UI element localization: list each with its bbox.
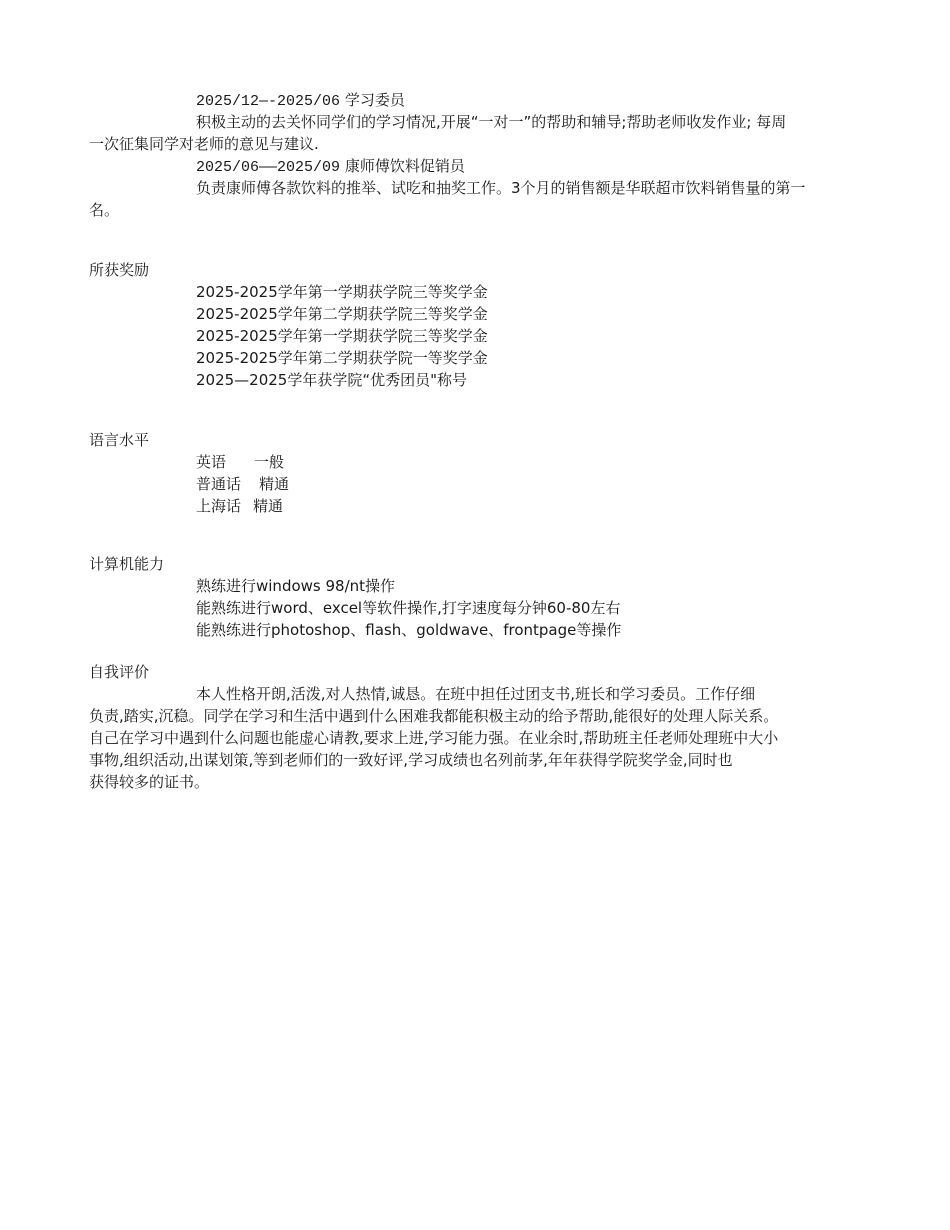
computer-item: 熟练进行windows 98/nt操作 [196,577,396,595]
awards-heading: 所获奖励 [89,261,150,279]
award-item: 2025-2025学年第一学期获学院三等奖学金 [196,283,488,301]
self-eval-heading: 自我评价 [89,663,150,681]
work-entry-2-desc-line-1: 负责康师傅各款饮料的推举、试吃和抽奖工作。3个月的销售额是华联超市饮料销售量的第一 [196,179,806,197]
language-name: 英语 [196,453,227,471]
self-eval-line: 事物,组织活动,出谋划策,等到老师们的一致好评,学习成绩也名列前茅,年年获得学院奖学金,同时也 [89,751,733,769]
work-entry-2-date: 2025/06——2025/09 [196,159,341,176]
language-level: 精通 [259,475,290,493]
language-item [196,496,283,516]
work-entry-2-role: 康师傅饮料促销员 [344,157,465,175]
work-entry-1-header [196,90,405,110]
work-entry-1-desc-line-1: 积极主动的去关怀同学们的学习情况,开展“一对一”的帮助和辅导;帮助老师收发作业; 每周 [196,113,787,131]
computer-item: 能熟练进行photoshop、flash、goldwave、frontpage等操作 [196,621,622,639]
language-item [196,452,284,472]
work-entry-2-header [196,156,465,176]
work-entry-1-desc-line-2: 一次征集同学对老师的意见与建议. [89,135,319,153]
self-eval-line: 获得较多的证书。 [89,773,210,791]
work-entry-1-role: 学习委员 [344,91,405,109]
award-item: 2025—2025学年获学院“优秀团员"称号 [196,371,468,389]
language-level: 精通 [253,497,284,515]
award-item: 2025-2025学年第二学期获学院一等奖学金 [196,349,488,367]
self-eval-line: 负责,踏实,沉稳。同学在学习和生活中遇到什么困难我都能积极主动的给予帮助,能很好的处理人际关系。 [89,707,779,725]
computer-item: 能熟练进行word、excel等软件操作,打字速度每分钟60-80左右 [196,599,621,617]
self-eval-line: 自己在学习中遇到什么问题也能虚心请教,要求上进,学习能力强。在业余时,帮助班主任老师处理班中大小 [89,729,779,747]
award-item: 2025-2025学年第二学期获学院三等奖学金 [196,305,488,323]
language-level: 一般 [254,453,285,471]
language-name: 上海话 [196,497,242,515]
work-entry-2-desc-line-2: 名。 [89,201,120,219]
computer-heading: 计算机能力 [89,555,165,573]
award-item: 2025-2025学年第一学期获学院三等奖学金 [196,327,488,345]
work-entry-1-date: 2025/12—-2025/06 [196,93,341,110]
self-eval-line: 本人性格开朗,活泼,对人热情,诚恳。在班中担任过团支书,班长和学习委员。工作仔细 [196,685,756,703]
language-item [196,474,289,494]
language-name: 普通话 [196,475,242,493]
language-heading: 语言水平 [89,431,150,449]
